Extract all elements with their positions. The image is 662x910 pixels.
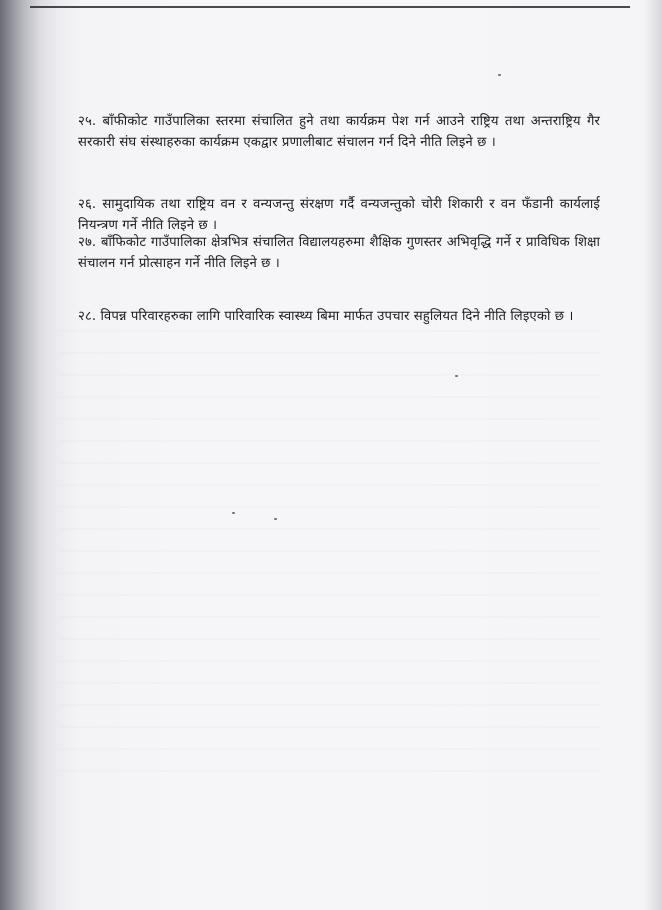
- bleed-through-text: [60, 330, 600, 790]
- policy-paragraph-28: २८. विपन्न परिवारहरुका लागि पारिवारिक स्वास्थ्य बिमा मार्फत उपचार सहुलियत दिने नीति लिइएको छ ।: [78, 309, 574, 324]
- scan-speck: [498, 74, 501, 76]
- scan-speck: [455, 375, 458, 377]
- policy-paragraph-27: २७. बाँफिकोट गाउँपालिका क्षेत्रभित्र संचालित विद्यालयहरुमा शैक्षिक गुणस्तर अभिवृद्धि गर्ने र प्राविधिक शिक्षा संचालन गर्न प्रोत्साहन गर्ने नीति लिइने छ ।: [78, 235, 600, 271]
- scan-speck: [274, 518, 277, 520]
- page-top-edge: [30, 6, 630, 8]
- page-right-shadow: [644, 0, 662, 910]
- scan-speck: [232, 512, 235, 514]
- policy-paragraph-26: २६. सामुदायिक तथा राष्ट्रिय वन र वन्यजन्तु संरक्षण गर्दै वन्यजन्तुको चोरी शिकारी र वन फँडानी कार्यलाई नियन्त्रण गर्ने नीति लिइने छ ।: [78, 197, 600, 233]
- policy-paragraph-25: २५. बाँफीकोट गाउँपालिका स्तरमा संचालित हुने तथा कार्यक्रम पेश गर्न आउने राष्ट्रिय तथा अन्तराष्ट्रिय गैर सरकारी संघ संस्थाहरुका कार्यक्रम एकद्वार प्रणालीबाट संचालन गर्न दिने नीति लिइने छ ।: [78, 114, 600, 150]
